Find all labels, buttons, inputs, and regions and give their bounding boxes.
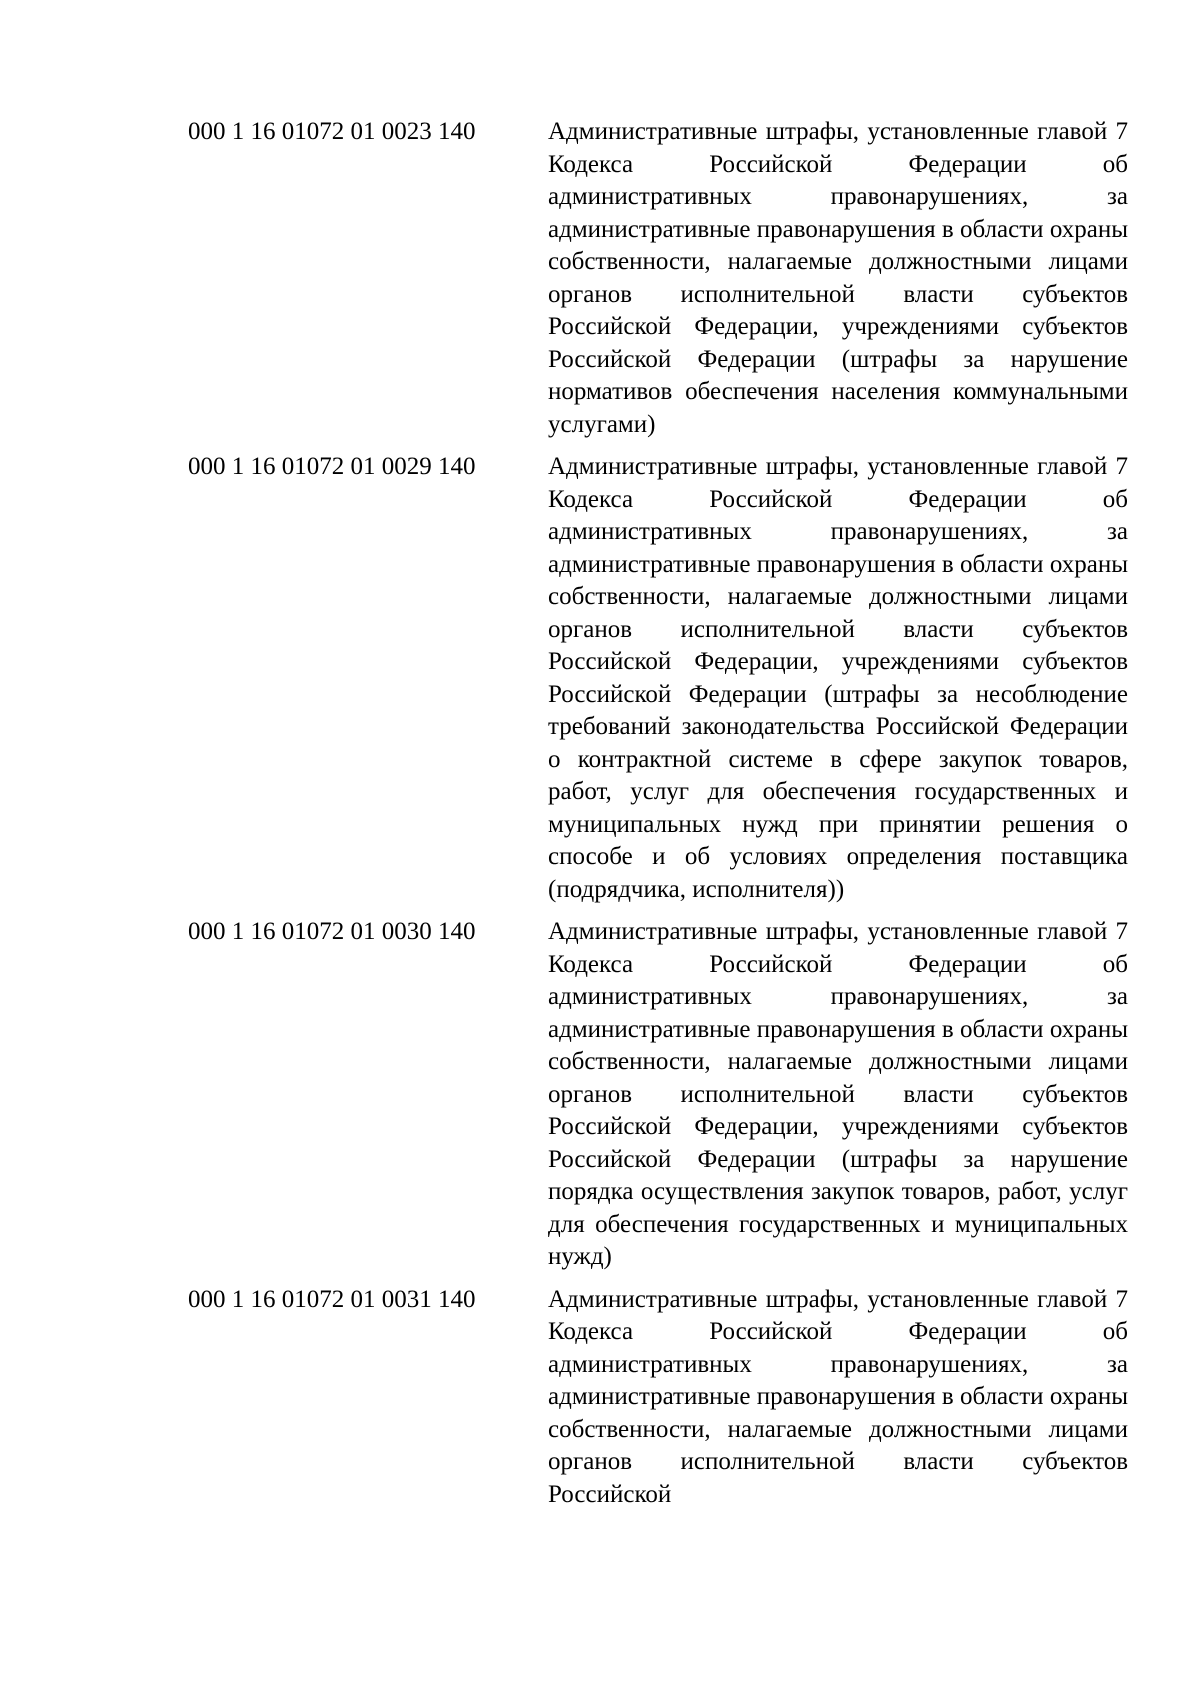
revenue-description: Административные штрафы, установленные главой 7 Кодекса Российской Федерации об административных правонарушениях, за административные правонарушения в области охраны собственности, налагаемые должностными лицами органов исполнительной власти субъектов Российской Федерации, учреждениями субъектов Российской Федерации (штрафы за нарушение порядка осуществления закупок товаров, работ, услуг для обеспечения государственных и муниципальных нужд) [548,918,1128,1270]
table-row [188,1284,1128,1512]
budget-classification-code: 000 1 16 01072 01 0030 140 [188,918,476,945]
revenue-description: Административные штрафы, установленные главой 7 Кодекса Российской Федерации об административных правонарушениях, за административные правонарушения в области охраны собственности, налагаемые должностными лицами органов исполнительной власти субъектов Российской [548,1285,1128,1508]
table-row [188,451,1128,906]
budget-classification-code: 000 1 16 01072 01 0031 140 [188,1285,476,1313]
revenue-description: Административные штрафы, установленные главой 7 Кодекса Российской Федерации об административных правонарушениях, за административные правонарушения в области охраны собственности, налагаемые должностными лицами органов исполнительной власти субъектов Российской Федерации, учреждениями субъектов Российской Федерации (штрафы за нарушение нормативов обеспечения населения коммунальными услугами) [548,118,1128,438]
budget-classification-code: 000 1 16 01072 01 0023 140 [188,118,476,145]
budget-classification-code: 000 1 16 01072 01 0029 140 [188,453,476,480]
table-row [188,116,1128,441]
budget-code-table [188,116,1128,1521]
table-row [188,916,1128,1274]
revenue-description: Административные штрафы, установленные главой 7 Кодекса Российской Федерации об административных правонарушениях, за административные правонарушения в области охраны собственности, налагаемые должностными лицами органов исполнительной власти субъектов Российской Федерации, учреждениями субъектов Российской Федерации (штрафы за несоблюдение требований законодательства Российской Федерации о контрактной системе в сфере закупок товаров, работ, услуг для обеспечения государственных и муниципальных нужд при принятии решения о способе и об условиях определения поставщика (подрядчика, исполнителя)) [548,453,1128,903]
